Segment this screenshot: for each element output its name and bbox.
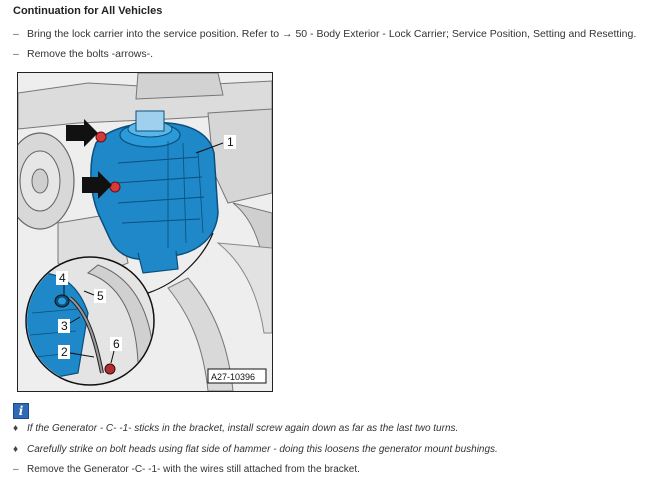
step-text: Bring the lock carrier into the service position. Refer to → 50 - Body Exterior - Lock Carrier; Service Position, Setting and Resetting. <box>27 28 637 40</box>
callout-label: 2 <box>61 345 68 359</box>
callout-label: 6 <box>113 337 120 351</box>
callout-label: 1 <box>227 135 234 149</box>
callout-label: 5 <box>97 289 104 303</box>
step-remove-bolts <box>13 48 153 60</box>
step-service-position <box>13 28 636 40</box>
note-strike-bolt-heads <box>13 444 498 455</box>
note-text: Carefully strike on bolt heads using flat side of hammer - doing this loosens the generator mount bushings. <box>27 444 498 455</box>
engine-bay-drawing <box>18 73 272 391</box>
info-icon: i <box>13 403 29 419</box>
generator-illustration <box>17 72 273 392</box>
diamond-bullet-icon: ♦ <box>13 444 19 455</box>
note-text: If the Generator - C- -1- sticks in the bracket, install screw again down as far as the last two turns. <box>27 423 459 434</box>
figure-reference-code: A27-10396 <box>211 372 256 382</box>
note-generator-sticks <box>13 423 458 434</box>
step-text: Remove the Generator -C- -1- with the wires still attached from the bracket. <box>27 464 360 475</box>
section-heading: Continuation for All Vehicles <box>13 5 163 17</box>
step-bullet: – <box>13 464 19 475</box>
step-bullet: – <box>13 28 19 40</box>
step-remove-generator <box>13 464 360 475</box>
step-text: Remove the bolts -arrows-. <box>27 48 154 60</box>
diamond-bullet-icon: ♦ <box>13 423 19 434</box>
callout-label: 4 <box>59 271 66 285</box>
step-bullet: – <box>13 48 19 60</box>
callout-label: 3 <box>61 319 68 333</box>
